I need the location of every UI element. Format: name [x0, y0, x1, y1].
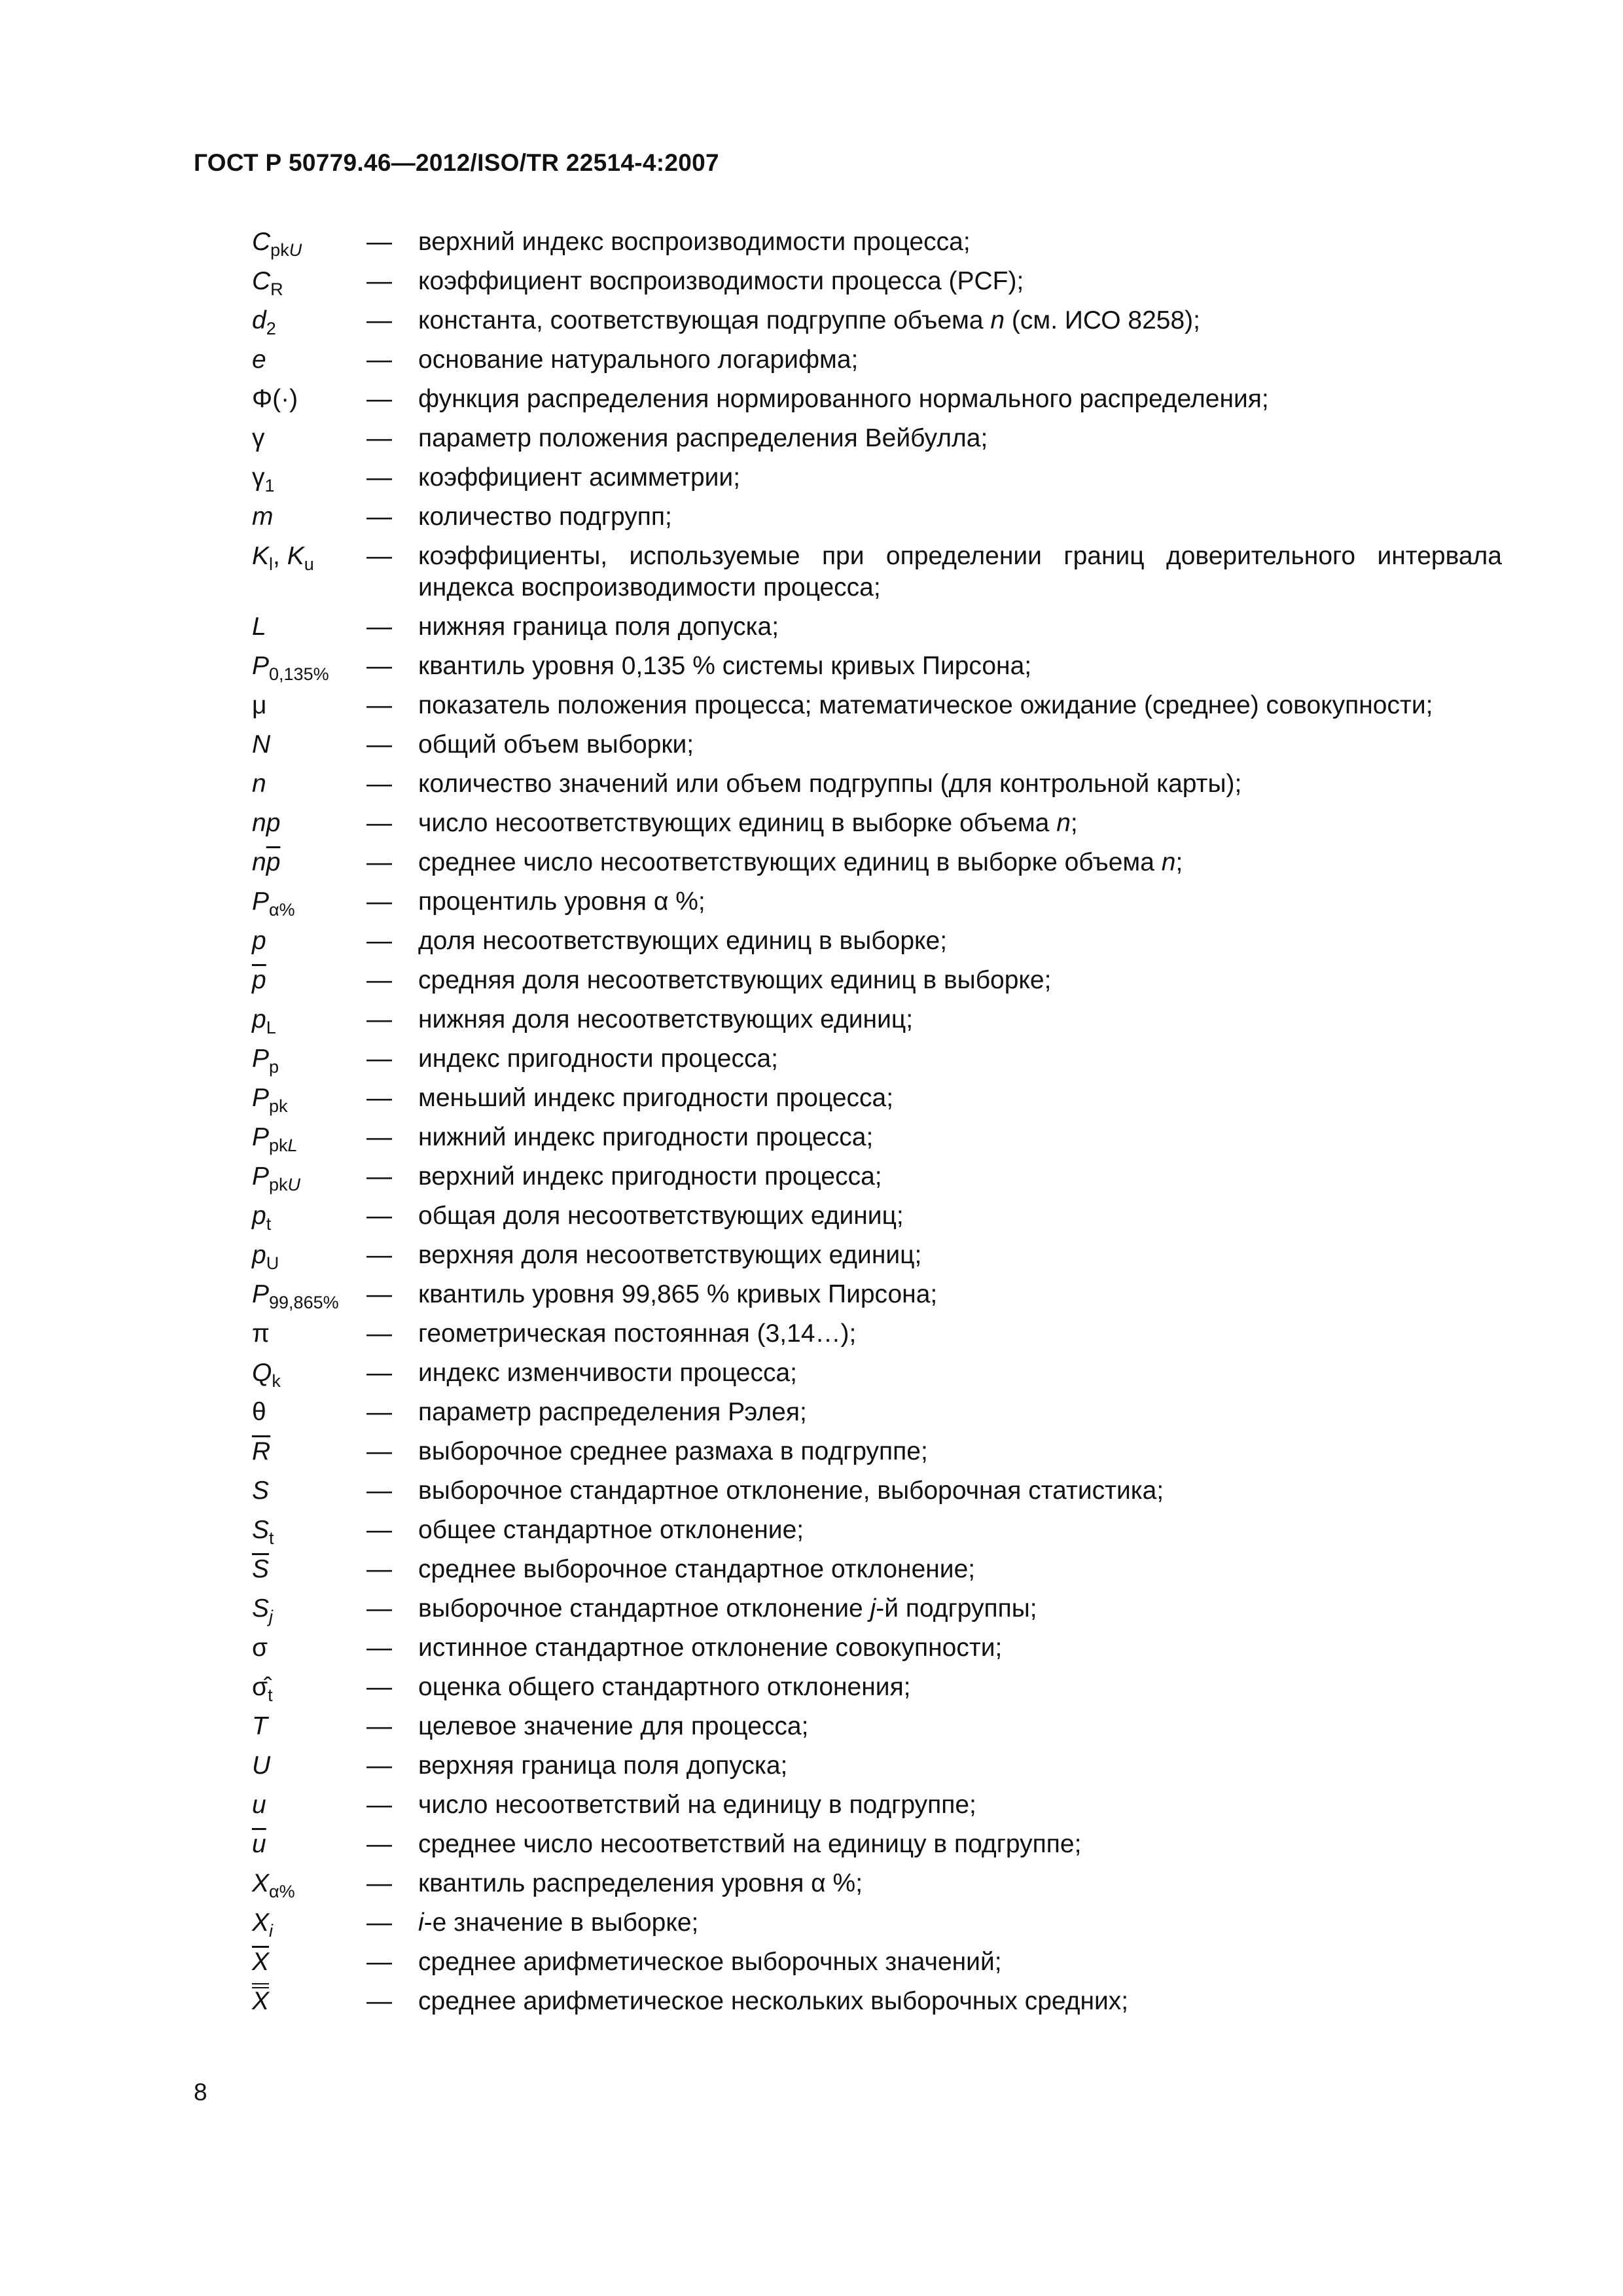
symbol: X — [252, 1982, 366, 2021]
symbol: $K_l$, $K_u$ — [252, 542, 314, 574]
symbol: $C_R$ — [252, 267, 283, 299]
list-item — [252, 725, 1502, 764]
dash: — — [366, 1869, 392, 1897]
dash: — — [366, 1359, 392, 1387]
list-item — [252, 1628, 1502, 1668]
dash: — — [366, 1005, 392, 1033]
dash: — — [366, 1555, 392, 1583]
list-item — [252, 1118, 1502, 1157]
symbol: $n\overline{p}$ — [252, 848, 281, 876]
description: выборочное стандартное отклонение j-й подгруппы; — [418, 1594, 1037, 1623]
description: индекс пригодности процесса; — [418, 1045, 778, 1073]
symbol: $P_{pkL}$ — [252, 1123, 298, 1155]
description: квантиль уровня 99,865 % кривых Пирсона; — [418, 1280, 938, 1308]
document-header: ГОСТ Р 50779.46—2012/ISO/TR 22514-4:2007 — [194, 149, 719, 176]
list-item — [252, 1471, 1502, 1511]
dash: — — [366, 267, 392, 295]
dash: — — [366, 1437, 392, 1465]
dash: — — [366, 888, 392, 916]
description: геометрическая постоянная (3,14…); — [418, 1319, 857, 1348]
list-item — [252, 537, 1502, 607]
description: нижняя доля несоответствующих единиц; — [418, 1005, 914, 1033]
list-item — [252, 1589, 1502, 1628]
dash: — — [366, 1987, 392, 2015]
list-item — [252, 1668, 1502, 1707]
symbol: σ — [252, 1634, 268, 1662]
description: верхняя доля несоответствующих единиц; — [418, 1241, 922, 1269]
symbol: γ — [252, 424, 265, 452]
dash: — — [366, 1673, 392, 1701]
dash: — — [366, 1084, 392, 1112]
list-item — [252, 607, 1502, 647]
description: константа, соответствующая подгруппе объема n (см. ИСО 8258); — [418, 306, 1200, 334]
dash: — — [366, 424, 392, 452]
dash: — — [366, 1319, 392, 1348]
page-number: 8 — [194, 2079, 207, 2106]
symbol: $P_p$ — [252, 1045, 279, 1077]
symbol: $Q_k$ — [252, 1359, 281, 1391]
description: нижняя граница поля допуска; — [418, 613, 779, 641]
dash: — — [366, 1751, 392, 1780]
symbol: u — [252, 1791, 266, 1819]
symbol: p — [252, 927, 266, 955]
symbol: $p_U$ — [252, 1241, 279, 1273]
description: среднее число несоответствующих единиц в выборке объема n; — [418, 848, 1183, 876]
list-item — [252, 1432, 1502, 1471]
list-item — [252, 1393, 1502, 1432]
dash: — — [366, 927, 392, 955]
symbols-list — [252, 223, 1502, 2021]
list-item — [252, 686, 1502, 725]
dash: — — [366, 1712, 392, 1740]
description: коэффициенты, используемые при определении границ доверительного интервала индекса воспроизводимости процесса; — [418, 542, 1502, 601]
dash: — — [366, 730, 392, 759]
list-item — [252, 301, 1502, 340]
dash: — — [366, 1909, 392, 1937]
description: средняя доля несоответствующих единиц в выборке; — [418, 966, 1052, 994]
list-item — [252, 262, 1502, 301]
description: среднее арифметическое выборочных значений; — [418, 1948, 1002, 1976]
dash: — — [366, 463, 392, 492]
list-item — [252, 1903, 1502, 1943]
symbol: $d_2$ — [252, 306, 276, 338]
list-item — [252, 882, 1502, 922]
dash: — — [366, 966, 392, 994]
symbol: $S_j$ — [252, 1594, 274, 1626]
description: функция распределения нормированного нормального распределения; — [418, 385, 1269, 413]
description: число несоответствующих единиц в выборке объема n; — [418, 809, 1078, 837]
list-item — [252, 1943, 1502, 1982]
description: среднее выборочное стандартное отклонение; — [418, 1555, 976, 1583]
list-item — [252, 1825, 1502, 1864]
list-item — [252, 1157, 1502, 1196]
symbol: $\overline{S}$ — [252, 1555, 270, 1583]
list-item — [252, 1864, 1502, 1903]
symbol: $P_{pk}$ — [252, 1084, 288, 1116]
dash: — — [366, 1123, 392, 1151]
list-item — [252, 764, 1502, 804]
dash: — — [366, 1634, 392, 1662]
description: доля несоответствующих единиц в выборке; — [418, 927, 948, 955]
dash: — — [366, 613, 392, 641]
description: среднее арифметическое нескольких выборочных средних; — [418, 1987, 1129, 2015]
description: оценка общего стандартного отклонения; — [418, 1673, 911, 1701]
symbol: $P_{pkU}$ — [252, 1162, 301, 1194]
dash: — — [366, 1398, 392, 1426]
dash: — — [366, 770, 392, 798]
description: истинное стандартное отклонение совокупности; — [418, 1634, 1003, 1662]
description: выборочное среднее размаха в подгруппе; — [418, 1437, 928, 1465]
symbol: $\overline{X}$ — [252, 1948, 270, 1976]
dash: — — [366, 809, 392, 837]
list-item — [252, 380, 1502, 419]
symbol: $\overline{R}$ — [252, 1437, 271, 1465]
list-item — [252, 419, 1502, 458]
description: индекс изменчивости процесса; — [418, 1359, 797, 1387]
dash: — — [366, 503, 392, 531]
description: показатель положения процесса; математическое ожидание (среднее) совокупности; — [418, 691, 1433, 719]
dash: — — [366, 228, 392, 256]
list-item — [252, 1746, 1502, 1785]
description: среднее число несоответствий на единицу в подгруппе; — [418, 1830, 1082, 1858]
symbol: $S_t$ — [252, 1516, 274, 1548]
list-item — [252, 1707, 1502, 1746]
dash: — — [366, 385, 392, 413]
symbol: $P_{99,865\%}$ — [252, 1280, 339, 1312]
dash: — — [366, 346, 392, 374]
description: основание натурального логарифма; — [418, 346, 859, 374]
dash: — — [366, 1045, 392, 1073]
symbol: L — [252, 613, 266, 641]
list-item — [252, 961, 1502, 1000]
list-item — [252, 1196, 1502, 1236]
symbol: θ — [252, 1398, 266, 1426]
list-item — [252, 458, 1502, 497]
list-item — [252, 1314, 1502, 1354]
description: квантиль распределения уровня α %; — [418, 1869, 863, 1897]
description: верхний индекс пригодности процесса; — [418, 1162, 882, 1191]
description: процентиль уровня α %; — [418, 888, 705, 916]
symbol: e — [252, 346, 266, 374]
list-item — [252, 647, 1502, 686]
dash: — — [366, 1280, 392, 1308]
symbol: $\overline{p}$ — [252, 966, 266, 994]
description: i-е значение в выборке; — [418, 1909, 699, 1937]
dash: — — [366, 1241, 392, 1269]
description: верхняя граница поля допуска; — [418, 1751, 788, 1780]
list-item — [252, 1550, 1502, 1589]
dash: — — [366, 691, 392, 719]
symbol: N — [252, 730, 271, 759]
description: коэффициент воспроизводимости процесса (PCF); — [418, 267, 1024, 295]
description: общее стандартное отклонение; — [418, 1516, 804, 1544]
description: количество подгрупп; — [418, 503, 672, 531]
dash: — — [366, 1516, 392, 1544]
dash: — — [366, 1162, 392, 1191]
dash: — — [366, 1830, 392, 1858]
description: общий объем выборки; — [418, 730, 694, 759]
symbol: $P_{\alpha\%}$ — [252, 888, 295, 920]
list-item — [252, 1354, 1502, 1393]
list-item — [252, 1511, 1502, 1550]
description: меньший индекс пригодности процесса; — [418, 1084, 894, 1112]
list-item — [252, 1785, 1502, 1825]
dash: — — [366, 1948, 392, 1976]
list-item — [252, 804, 1502, 843]
symbol: $\sigmâ_t$ — [252, 1673, 273, 1705]
description: нижний индекс пригодности процесса; — [418, 1123, 874, 1151]
list-item — [252, 1982, 1502, 2021]
symbol: $C_{pkU}$ — [252, 228, 302, 260]
symbol: Φ(·) — [252, 385, 298, 413]
description: число несоответствий на единицу в подгруппе; — [418, 1791, 976, 1819]
list-item — [252, 1275, 1502, 1314]
symbol: $X_i$ — [252, 1909, 274, 1941]
symbol: np — [252, 809, 281, 837]
list-item — [252, 843, 1502, 882]
list-item — [252, 497, 1502, 537]
description: квантиль уровня 0,135 % системы кривых Пирсона; — [418, 652, 1032, 680]
dash: — — [366, 542, 392, 570]
symbol: T — [252, 1712, 268, 1740]
symbol: $\overline{u}$ — [252, 1830, 266, 1858]
symbol: $P_{0,135\%}$ — [252, 652, 329, 684]
dash: — — [366, 306, 392, 334]
description: общая доля несоответствующих единиц; — [418, 1202, 904, 1230]
description: коэффициент асимметрии; — [418, 463, 741, 492]
symbol: π — [252, 1319, 270, 1348]
description: выборочное стандартное отклонение, выборочная статистика; — [418, 1477, 1164, 1505]
symbol: μ — [252, 691, 267, 719]
symbol: m — [252, 503, 274, 531]
dash: — — [366, 1202, 392, 1230]
dash: — — [366, 1477, 392, 1505]
list-item — [252, 922, 1502, 961]
dash: — — [366, 1791, 392, 1819]
symbol: U — [252, 1751, 271, 1780]
symbol: S — [252, 1477, 270, 1505]
description: верхний индекс воспроизводимости процесса; — [418, 228, 971, 256]
description: параметр положения распределения Вейбулла; — [418, 424, 988, 452]
description: целевое значение для процесса; — [418, 1712, 809, 1740]
symbol: $p_t$ — [252, 1202, 272, 1234]
description: параметр распределения Рэлея; — [418, 1398, 807, 1426]
symbol: n — [252, 770, 266, 798]
symbol: $p_L$ — [252, 1005, 276, 1037]
symbol: $\gamma_1$ — [252, 463, 275, 495]
dash: — — [366, 1594, 392, 1623]
description: количество значений или объем подгруппы (для контрольной карты); — [418, 770, 1242, 798]
dash: — — [366, 652, 392, 680]
list-item — [252, 1000, 1502, 1039]
list-item — [252, 1236, 1502, 1275]
list-item — [252, 1079, 1502, 1118]
list-item — [252, 1039, 1502, 1079]
list-item — [252, 223, 1502, 262]
list-item — [252, 340, 1502, 380]
dash: — — [366, 848, 392, 876]
symbol: $X_{\alpha\%}$ — [252, 1869, 295, 1901]
